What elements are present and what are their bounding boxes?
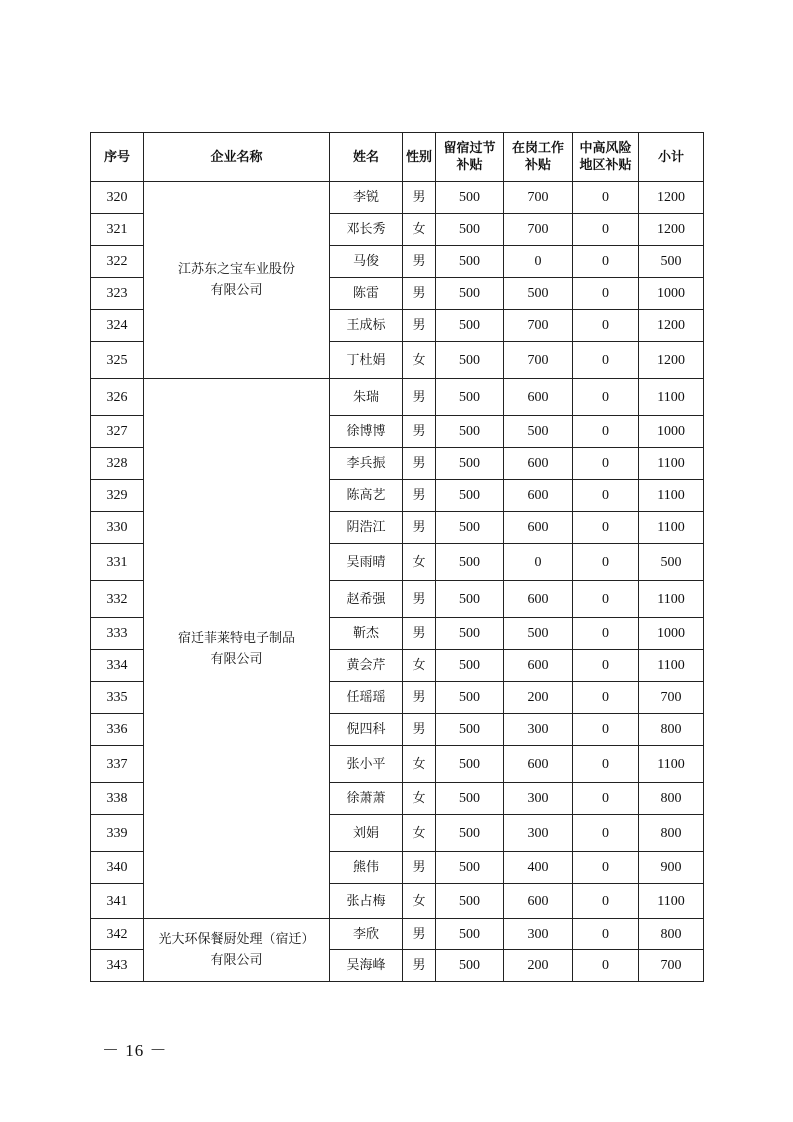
cell-gender: 女 — [403, 342, 436, 379]
cell-name: 陈高艺 — [330, 480, 403, 512]
cell-name: 李兵振 — [330, 448, 403, 480]
header-stay-line2: 补贴 — [456, 158, 483, 173]
cell-total: 800 — [639, 714, 704, 746]
header-work-line1: 在岗工作 — [511, 141, 564, 156]
cell-risk-subsidy: 0 — [573, 650, 639, 682]
cell-gender: 女 — [403, 783, 436, 815]
cell-risk-subsidy: 0 — [573, 448, 639, 480]
cell-stay-subsidy: 500 — [436, 379, 504, 416]
cell-work-subsidy: 0 — [504, 544, 573, 581]
cell-seq: 325 — [91, 342, 144, 379]
cell-stay-subsidy: 500 — [436, 852, 504, 884]
cell-gender: 男 — [403, 310, 436, 342]
cell-work-subsidy: 600 — [504, 884, 573, 919]
cell-gender: 男 — [403, 950, 436, 982]
header-risk-subsidy — [573, 133, 639, 182]
cell-name: 熊伟 — [330, 852, 403, 884]
cell-stay-subsidy: 500 — [436, 746, 504, 783]
cell-stay-subsidy: 500 — [436, 246, 504, 278]
cell-seq: 340 — [91, 852, 144, 884]
cell-gender: 男 — [403, 852, 436, 884]
cell-gender: 男 — [403, 714, 436, 746]
cell-name: 马俊 — [330, 246, 403, 278]
cell-stay-subsidy: 500 — [436, 182, 504, 214]
cell-gender: 男 — [403, 512, 436, 544]
cell-name: 张小平 — [330, 746, 403, 783]
cell-risk-subsidy: 0 — [573, 512, 639, 544]
cell-work-subsidy: 600 — [504, 512, 573, 544]
cell-risk-subsidy: 0 — [573, 246, 639, 278]
cell-work-subsidy: 500 — [504, 416, 573, 448]
cell-gender: 男 — [403, 480, 436, 512]
cell-risk-subsidy: 0 — [573, 310, 639, 342]
cell-gender: 女 — [403, 544, 436, 581]
cell-stay-subsidy: 500 — [436, 884, 504, 919]
cell-company — [144, 379, 330, 919]
cell-seq: 324 — [91, 310, 144, 342]
company-name-line2: 有限公司 — [210, 283, 263, 298]
cell-risk-subsidy: 0 — [573, 214, 639, 246]
page-number: － 16 － — [102, 1041, 168, 1060]
cell-work-subsidy: 600 — [504, 581, 573, 618]
cell-work-subsidy: 600 — [504, 746, 573, 783]
cell-total: 1200 — [639, 342, 704, 379]
header-seq: 序号 — [91, 133, 144, 182]
table-body — [91, 182, 704, 982]
cell-stay-subsidy: 500 — [436, 416, 504, 448]
cell-work-subsidy: 300 — [504, 783, 573, 815]
cell-stay-subsidy: 500 — [436, 342, 504, 379]
cell-work-subsidy: 200 — [504, 682, 573, 714]
cell-gender: 男 — [403, 618, 436, 650]
cell-name: 倪四科 — [330, 714, 403, 746]
cell-risk-subsidy: 0 — [573, 884, 639, 919]
cell-name: 黄会芹 — [330, 650, 403, 682]
cell-risk-subsidy: 0 — [573, 852, 639, 884]
cell-gender: 男 — [403, 581, 436, 618]
cell-risk-subsidy: 0 — [573, 815, 639, 852]
cell-name: 任瑶瑶 — [330, 682, 403, 714]
cell-name: 徐博博 — [330, 416, 403, 448]
cell-name: 朱瑞 — [330, 379, 403, 416]
cell-risk-subsidy: 0 — [573, 278, 639, 310]
cell-seq: 332 — [91, 581, 144, 618]
cell-work-subsidy: 600 — [504, 448, 573, 480]
cell-seq: 330 — [91, 512, 144, 544]
cell-seq: 323 — [91, 278, 144, 310]
cell-gender: 男 — [403, 379, 436, 416]
cell-total: 900 — [639, 852, 704, 884]
cell-work-subsidy: 300 — [504, 815, 573, 852]
cell-risk-subsidy: 0 — [573, 746, 639, 783]
cell-name: 吴海峰 — [330, 950, 403, 982]
cell-stay-subsidy: 500 — [436, 581, 504, 618]
cell-risk-subsidy: 0 — [573, 480, 639, 512]
company-name-line1: 宿迁菲莱特电子制品 — [177, 630, 295, 646]
cell-seq: 343 — [91, 950, 144, 982]
cell-total: 1100 — [639, 448, 704, 480]
cell-work-subsidy: 700 — [504, 214, 573, 246]
cell-name: 张占梅 — [330, 884, 403, 919]
cell-work-subsidy: 300 — [504, 919, 573, 950]
company-name-line2: 有限公司 — [210, 953, 263, 968]
cell-total: 800 — [639, 815, 704, 852]
cell-risk-subsidy: 0 — [573, 544, 639, 581]
cell-name: 李锐 — [330, 182, 403, 214]
table-row — [91, 379, 704, 416]
cell-total: 800 — [639, 919, 704, 950]
cell-gender: 女 — [403, 815, 436, 852]
cell-total: 1000 — [639, 416, 704, 448]
company-name-line1: 光大环保餐厨处理（宿迁） — [158, 932, 315, 947]
cell-stay-subsidy: 500 — [436, 544, 504, 581]
header-stay-line1: 留宿过节 — [443, 141, 496, 156]
cell-stay-subsidy: 500 — [436, 650, 504, 682]
cell-name: 吴雨晴 — [330, 544, 403, 581]
company-name-line2: 有限公司 — [210, 651, 263, 667]
header-gender: 性别 — [403, 133, 436, 182]
cell-seq: 334 — [91, 650, 144, 682]
table-row — [91, 182, 704, 214]
cell-seq: 320 — [91, 182, 144, 214]
cell-total: 700 — [639, 682, 704, 714]
cell-stay-subsidy: 500 — [436, 448, 504, 480]
cell-total: 1200 — [639, 310, 704, 342]
cell-total: 1100 — [639, 379, 704, 416]
cell-total: 700 — [639, 950, 704, 982]
header-work-line2: 补贴 — [524, 158, 551, 173]
cell-seq: 336 — [91, 714, 144, 746]
cell-stay-subsidy: 500 — [436, 214, 504, 246]
cell-seq: 331 — [91, 544, 144, 581]
cell-total: 1100 — [639, 650, 704, 682]
cell-total: 1000 — [639, 618, 704, 650]
cell-gender: 男 — [403, 246, 436, 278]
cell-risk-subsidy: 0 — [573, 416, 639, 448]
cell-seq: 327 — [91, 416, 144, 448]
cell-seq: 335 — [91, 682, 144, 714]
header-row — [91, 133, 704, 182]
cell-work-subsidy: 600 — [504, 480, 573, 512]
cell-gender: 女 — [403, 746, 436, 783]
cell-risk-subsidy: 0 — [573, 581, 639, 618]
cell-risk-subsidy: 0 — [573, 783, 639, 815]
cell-total: 500 — [639, 246, 704, 278]
cell-seq: 333 — [91, 618, 144, 650]
subsidy-table — [90, 132, 704, 982]
cell-company — [144, 919, 330, 982]
cell-name: 邓长秀 — [330, 214, 403, 246]
cell-work-subsidy: 700 — [504, 342, 573, 379]
cell-work-subsidy: 200 — [504, 950, 573, 982]
cell-work-subsidy: 600 — [504, 650, 573, 682]
header-stay-subsidy — [436, 133, 504, 182]
cell-gender: 男 — [403, 682, 436, 714]
cell-seq: 322 — [91, 246, 144, 278]
cell-seq: 341 — [91, 884, 144, 919]
cell-risk-subsidy: 0 — [573, 682, 639, 714]
cell-total: 1200 — [639, 214, 704, 246]
cell-seq: 338 — [91, 783, 144, 815]
cell-stay-subsidy: 500 — [436, 682, 504, 714]
header-work-subsidy — [504, 133, 573, 182]
cell-gender: 男 — [403, 416, 436, 448]
cell-name: 刘娟 — [330, 815, 403, 852]
cell-total: 1200 — [639, 182, 704, 214]
cell-work-subsidy: 500 — [504, 618, 573, 650]
cell-total: 1100 — [639, 512, 704, 544]
cell-gender: 男 — [403, 919, 436, 950]
cell-name: 赵希强 — [330, 581, 403, 618]
cell-total: 500 — [639, 544, 704, 581]
cell-risk-subsidy: 0 — [573, 379, 639, 416]
cell-total: 1000 — [639, 278, 704, 310]
cell-work-subsidy: 400 — [504, 852, 573, 884]
cell-stay-subsidy: 500 — [436, 919, 504, 950]
cell-work-subsidy: 0 — [504, 246, 573, 278]
cell-risk-subsidy: 0 — [573, 919, 639, 950]
cell-total: 1100 — [639, 581, 704, 618]
cell-gender: 男 — [403, 182, 436, 214]
cell-gender: 男 — [403, 448, 436, 480]
cell-work-subsidy: 700 — [504, 310, 573, 342]
cell-name: 丁杜娟 — [330, 342, 403, 379]
cell-risk-subsidy: 0 — [573, 618, 639, 650]
cell-total: 1100 — [639, 480, 704, 512]
cell-name: 徐萧萧 — [330, 783, 403, 815]
cell-risk-subsidy: 0 — [573, 182, 639, 214]
cell-name: 李欣 — [330, 919, 403, 950]
table-row — [91, 919, 704, 950]
cell-work-subsidy: 300 — [504, 714, 573, 746]
cell-risk-subsidy: 0 — [573, 950, 639, 982]
cell-seq: 328 — [91, 448, 144, 480]
cell-stay-subsidy: 500 — [436, 815, 504, 852]
cell-name: 陈雷 — [330, 278, 403, 310]
cell-seq: 326 — [91, 379, 144, 416]
header-company: 企业名称 — [144, 133, 330, 182]
cell-stay-subsidy: 500 — [436, 618, 504, 650]
cell-total: 1100 — [639, 884, 704, 919]
cell-seq: 339 — [91, 815, 144, 852]
cell-stay-subsidy: 500 — [436, 950, 504, 982]
cell-stay-subsidy: 500 — [436, 512, 504, 544]
cell-seq: 337 — [91, 746, 144, 783]
cell-stay-subsidy: 500 — [436, 310, 504, 342]
cell-gender: 女 — [403, 884, 436, 919]
cell-name: 靳杰 — [330, 618, 403, 650]
header-risk-line2: 地区补贴 — [579, 158, 632, 173]
cell-total: 800 — [639, 783, 704, 815]
cell-risk-subsidy: 0 — [573, 714, 639, 746]
cell-work-subsidy: 700 — [504, 182, 573, 214]
cell-name: 王成标 — [330, 310, 403, 342]
cell-gender: 女 — [403, 214, 436, 246]
cell-gender: 男 — [403, 278, 436, 310]
cell-company — [144, 182, 330, 379]
header-name: 姓名 — [330, 133, 403, 182]
company-name-line1: 江苏东之宝车业股份 — [177, 262, 295, 277]
cell-work-subsidy: 500 — [504, 278, 573, 310]
cell-seq: 329 — [91, 480, 144, 512]
cell-seq: 321 — [91, 214, 144, 246]
header-total: 小计 — [639, 133, 704, 182]
cell-stay-subsidy: 500 — [436, 480, 504, 512]
cell-total: 1100 — [639, 746, 704, 783]
cell-seq: 342 — [91, 919, 144, 950]
header-risk-line1: 中高风险 — [579, 141, 632, 156]
cell-name: 阴浩江 — [330, 512, 403, 544]
cell-work-subsidy: 600 — [504, 379, 573, 416]
cell-stay-subsidy: 500 — [436, 278, 504, 310]
cell-stay-subsidy: 500 — [436, 714, 504, 746]
cell-gender: 女 — [403, 650, 436, 682]
cell-risk-subsidy: 0 — [573, 342, 639, 379]
cell-stay-subsidy: 500 — [436, 783, 504, 815]
